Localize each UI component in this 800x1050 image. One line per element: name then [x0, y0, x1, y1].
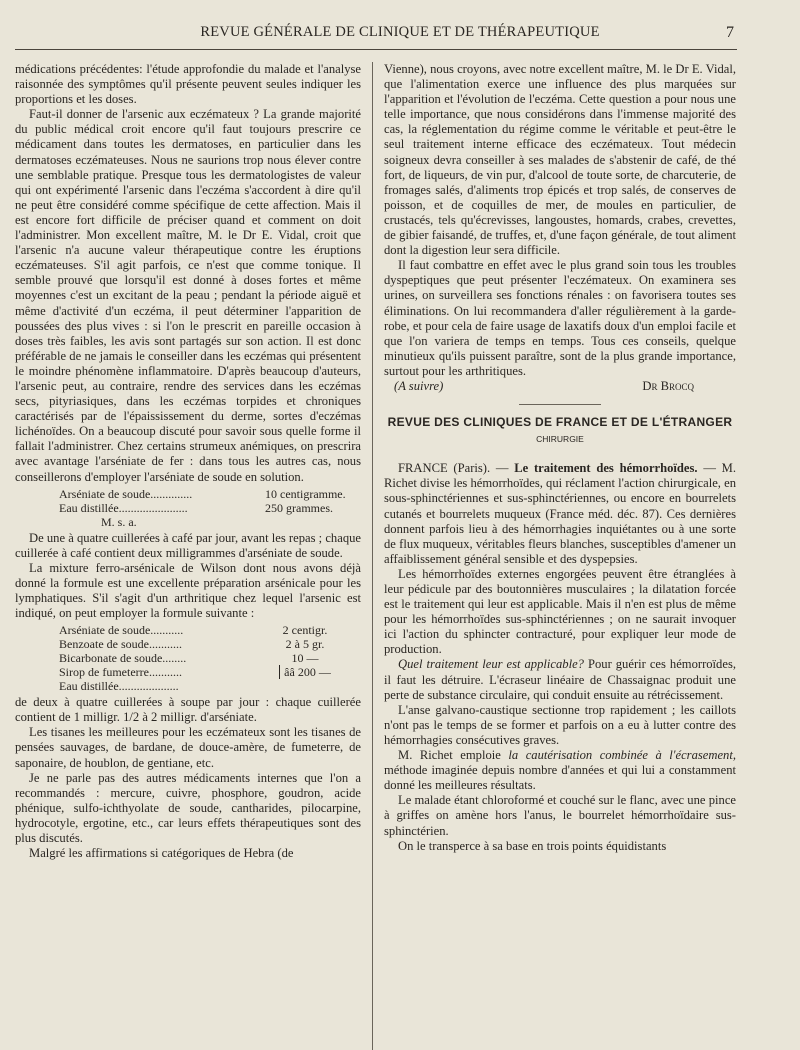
paragraph: Malgré les affirmations si catégoriques de Hebra (de — [29, 846, 294, 861]
ingredient: Bicarbonate de soude........ — [59, 651, 187, 666]
quantity — [249, 665, 361, 679]
paragraph: Les tisanes les meilleures pour les eczémateux sont les tisanes de pensées sauvages, de bardane, de douce-amère, de fumeterre, de saponaire, de houblon, de gentiane, etc. — [15, 725, 361, 770]
paragraph: De une à quatre cuillerées à café par jour, avant les repas ; chaque cuillerée à café contient deux milligrammes d'arséniate de soude. — [15, 530, 361, 560]
paragraph — [384, 748, 736, 793]
to-be-continued: (A suivre) — [394, 378, 444, 393]
ingredient: Eau distillée....................... — [59, 500, 188, 515]
formula-row — [15, 679, 361, 693]
signature-line — [384, 379, 736, 394]
running-header — [0, 24, 800, 48]
ingredient: Sirop de fumeterre........... — [59, 665, 182, 680]
paragraph: Je ne parle pas des autres médicaments internes que l'on a recommandés : mercure, cuivre, phosphore, goudron, acide phénique, sulfo-ichthyolate de soude, cantharides, pilocarpine, hydrocotyle, ergotine, etc., car leurs effets thérapeutiques sont des plus discutés. — [15, 770, 361, 846]
ingredient: Arséniate de soude.............. — [59, 486, 193, 501]
quantity: 10 — — [291, 651, 319, 666]
section-title: REVUE DES CLINIQUES DE FRANCE ET DE L'ÉTRANGER — [387, 415, 733, 430]
quantity: 10 centigramme. — [265, 486, 346, 501]
header-rule — [15, 49, 737, 50]
formula-arseniate — [15, 487, 361, 529]
paragraph: Le malade étant chloroformé et couché sur le flanc, avec une pince à griffes on amène hors l'anus, le bourrelet hémorrhoïdaire sus-sphinctérien. — [384, 793, 736, 838]
ingredient: Benzoate de soude........... — [59, 637, 182, 652]
formula-row — [15, 501, 361, 515]
paragraph: On le transperce à sa base en trois points équidistants — [398, 838, 667, 853]
paragraph-text: méthode imaginée depuis nombre d'années et qui lui a constamment donné les meilleures résultats. — [384, 763, 736, 793]
formula-row — [15, 651, 361, 665]
paragraph: Les hémorrhoïdes externes engorgées peuvent être étranglées à leur pédicule par des boutonnières musculaires ; la dilatation forcée est le traitement qui leur est applicable. Mais il n'en est plus de même pour les hémorrhoïdes sus-sphinctériennes ; on ne saurait invoquer ici l'action du sphincter contracturé, pour expliquer leur mode de production. — [384, 566, 736, 657]
paragraph: La mixture ferro-arsénicale de Wilson dont nous avons déjà donné la formule est une excellente préparation arsénicale pour les lymphatiques. S'il s'agit d'un arthritique chez lequel l'arsenic est indiqué, on peut employer la formule suivante : — [15, 560, 361, 621]
quantity: 250 grammes. — [265, 500, 333, 515]
paragraph: Il faut combattre en effet avec le plus grand soin tous les troubles dyspeptiques que peut présenter l'eczémateux. On examinera ses urines, on surveillera ses fonctions rénales : on favorisera toutes ses éliminations. On lui recommandera d'aller régulièrement à la garde-robe, et pour cela de faire usage de laxatifs doux d'un emploi facile et que l'on variera de temps en temps. Tous ces conseils, quelque minutieux qu'ils puissent paraître, sont de la plus grande importance, surtout pour les arthritiques. — [384, 258, 736, 378]
left-column — [15, 62, 361, 861]
column-divider — [372, 62, 373, 1050]
journal-title: REVUE GÉNÉRALE DE CLINIQUE ET DE THÉRAPEUTIQUE — [200, 24, 600, 40]
formula-row — [15, 487, 361, 501]
quantity: 2 centigr. — [282, 623, 328, 638]
paragraph-text: Pour guérir ces hémorroïdes, il faut les détruire. L'écraseur linéaire de Chassaignac produit une perte de substance circulaire, qui conduit ensuite au rétrécissement. — [384, 657, 736, 702]
italic-method: la cautérisation combinée à l'écrasement, — [508, 748, 736, 763]
paragraph — [384, 657, 736, 702]
author-signature: Dr Brocq — [642, 378, 694, 393]
page-number: 7 — [726, 24, 734, 41]
section-subtitle: CHIRURGIE — [536, 434, 584, 445]
paragraph: médications précédentes: l'étude approfondie du malade et l'analyse raisonnée des symptômes qu'il présente peuvent seules indiquer les proportions et les doses. — [15, 62, 361, 107]
paragraph-text: — M. Richet divise les hémorrhoïdes, qui réclament l'action chirurgicale, en sous-sphinctériennes et sus-sphinctériennes, ou encore en bourrelets cutanés et bourrelets muqueux (France méd. déc. 87). Ces dernières donnent parfois lieu à des hémorrhagies inquiétantes ou à une sorte de flux muqueux, véritables fleurs blanches, susceptibles d'amener un affaiblissement général sensible et des dyspepsies. — [384, 461, 737, 566]
paragraph: de deux à quatre cuillerées à soupe par jour : chaque cuillerée contient de 1 milligr. 1/2 à 2 milligr. d'arséniate. — [15, 695, 361, 725]
country-label: FRANCE (Paris). — — [398, 461, 509, 476]
ingredient: Eau distillée.................... — [59, 679, 179, 694]
paragraph-text: M. Richet emploie — [398, 748, 501, 763]
right-column — [384, 62, 736, 854]
formula-row — [15, 623, 361, 637]
paragraph — [384, 461, 736, 567]
paragraph: L'anse galvano-caustique sectionne trop rapidement ; les caillots n'ont pas le temps de se former et parfois on a eu à lutter contre des hémorrhagies consécutives graves. — [384, 702, 736, 747]
formula-row — [15, 665, 361, 679]
paragraph: Vienne), nous croyons, avec notre excellent maître, M. le Dr E. Vidal, que l'alimentation exerce une influence des plus marquées sur l'apparition et l'évolution de l'eczéma. Cette question a pour nous une telle importance, que nous considérons dans l'immense majorité des cas, la réglementation du régime comme le véritable et peut-être le seul traitement interne efficace des eczémateux. Tout médecin soigneux devra conseiller à ses malades de s'abstenir de café, de thé fort, de liqueurs, de vin pur, d'alcool de toute sorte, de charcuterie, de fromages salés, d'aliments trop épicés et trop salés, de conserves de poisson, et de coquilles de mer, de moules en particulier, de crustacés, tels qu'écrevisses, langoustes, homards, crabes, crevettes, de gibier faisandé, de truffes, et, d'une façon générale, de tout aliment dont la digestion leur sera difficile. — [384, 62, 736, 258]
ingredient: Arséniate de soude........... — [59, 623, 184, 638]
article-title: Le traitement des hémorrhoïdes. — [514, 461, 698, 476]
paragraph: Faut-il donner de l'arsenic aux eczémateux ? La grande majorité du public médical croit encore qu'il faut toujours prescrire ce médicament dans toutes les dermatoses, en particulier dans les dermatoses eczémateuses. Nous ne saurions trop nous élever contre une semblable pratique. Presque tous les dermatologistes de valeur qui ont expérimenté l'arsenic dans l'eczéma s'accordent à dire qu'il ne peut être considéré comme spécifique de cette affection. Mais il est encore fort difficile de préciser quand et comment on doit l'administrer. Mon excellent maître, M. le Dr E. Vidal, croit que l'arsenic n'a aucune valeur thérapeutique contre les éruptions eczémateuses. S'il agit parfois, ce n'est que comme tonique. Il semble prouvé que lorsqu'il est donné à doses fortes et même moyennes c'est un excitant de la peau ; pendant la période aiguë et même d'activité d'un eczéma, il peut déterminer l'apparition de poussées des plus vives : si l'on le prescrit en pareille occasion à doses très faibles, les avis sont partagés sur son action. Il est donc préférable de ne jamais le conseiller dans les eczémas qui présentent le moindre phénomène inflammatoire. D'après beaucoup d'auteurs, l'arsenic peut, au contraire, rendre des services dans les eczémas secs, pityriasiques, dans les eczémas torpides et chroniques caractérisés par de l'épaississement du derme, sortes d'eczémas lichénoïdes. On a beaucoup discuté pour savoir sous quelle forme il fallait l'administrer. Chez certains strumeux anémiques, on prescrira avec avantage l'arséniate de fer : dans tous les autres cas, nous conseillerons d'employer l'arséniate de soude en solution. — [15, 107, 361, 484]
formula-ms: M. s. a. — [101, 514, 137, 529]
formula-arthritique — [15, 623, 361, 693]
quantity — [249, 679, 361, 693]
separator-rule — [519, 404, 601, 405]
formula-row — [15, 637, 361, 651]
quantity-brace: ââ 200 — — [279, 665, 331, 679]
italic-question: Quel traitement leur est applicable? — [398, 657, 584, 672]
quantity: 2 à 5 gr. — [285, 637, 325, 652]
